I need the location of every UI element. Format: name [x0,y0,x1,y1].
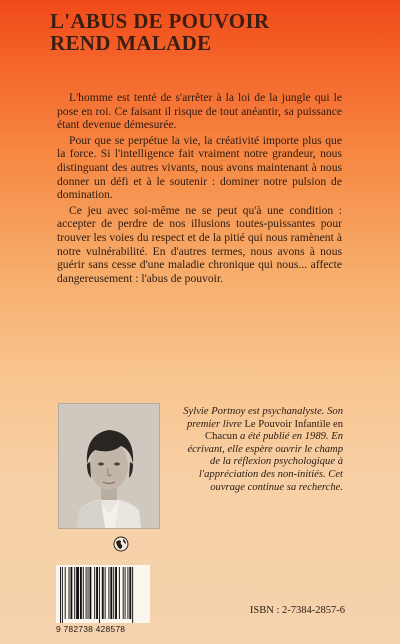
author-bio-text: Sylvie Portnoy est psychanalyste. Son premier livre [183,406,343,430]
barcode-digits: 9 782738 428578 [56,624,126,634]
globe-logo-icon [113,536,129,552]
barcode-bar [60,567,61,623]
barcode-bar [110,567,112,619]
blurb-paragraph-1: L'homme est tenté de s'arrêter à la loi de la jungle qui le pose en roi. Ce faisant il risque de tout anéantir, sa puissance étant devenue démesurée. [57,91,342,132]
barcode-bar [89,567,91,619]
barcode-bar [94,567,95,619]
barcode-bar [105,567,106,619]
barcode-bar [76,567,79,619]
barcode-bar [108,567,109,619]
barcode-bar [88,567,89,619]
blurb-paragraph-3: Ce jeu avec soi-même ne se peut qu'à une condition : accepter de perdre de nos illusions toutes-puissantes pour trouver les voies du respect et de la pitié qui nous ramènent à notre vulnérabilité. En d'autres termes, nous avons à nous guérir sans cesse d'une maladie chronique qui nous... affecte dangereusement : l'abus de pouvoir. [57,203,342,285]
barcode-bar [96,567,98,619]
barcode-bar [102,567,104,619]
barcode-bar [115,567,117,619]
barcode-bar [74,567,75,619]
author-bio-text-continued: a été publié en 1989. En écrivant, elle espère ouvrir le champ de la réflexion psychologique à l'appréciation des non-initiés. Cet ouvrage continue sa recherche. [187,431,343,493]
author-photo [58,403,160,529]
book-title-line-1: L'ABUS DE POUVOIR [50,9,270,33]
barcode-bar [70,567,72,619]
barcode-bar [123,567,124,619]
barcode-bar [132,567,133,623]
barcode-bar [125,567,126,619]
barcode-bar [99,567,100,623]
barcode-bar [65,567,66,619]
barcode-bar [129,567,131,619]
blurb [57,91,342,287]
book-title [50,10,269,54]
blurb-paragraph-2: Pour que se perpétue la vie, la créativité importe plus que la force. Si l'intelligence fait vraiment notre grandeur, nous distinguant des autres vivants, nous avons maintenant à nous donner un défi et à le soutenir : dominer notre pulsion de domination. [57,133,342,202]
author-previous-book-title: Le Pouvoir Infantile en Chacun [205,418,343,443]
barcode-bar [69,567,70,619]
barcode-bar [62,567,63,623]
barcode-bar [80,567,82,619]
book-title-line-2: REND MALADE [50,31,212,55]
barcode-bar [119,567,120,619]
barcode [56,565,150,623]
isbn: ISBN : 2-7384-2857-6 [249,605,345,616]
barcode-bar [127,567,128,619]
barcode-bar [83,567,84,619]
author-bio [175,406,343,494]
barcode-bar [86,567,87,619]
barcode-bar [113,567,114,619]
author-portrait-graphic [59,404,159,528]
